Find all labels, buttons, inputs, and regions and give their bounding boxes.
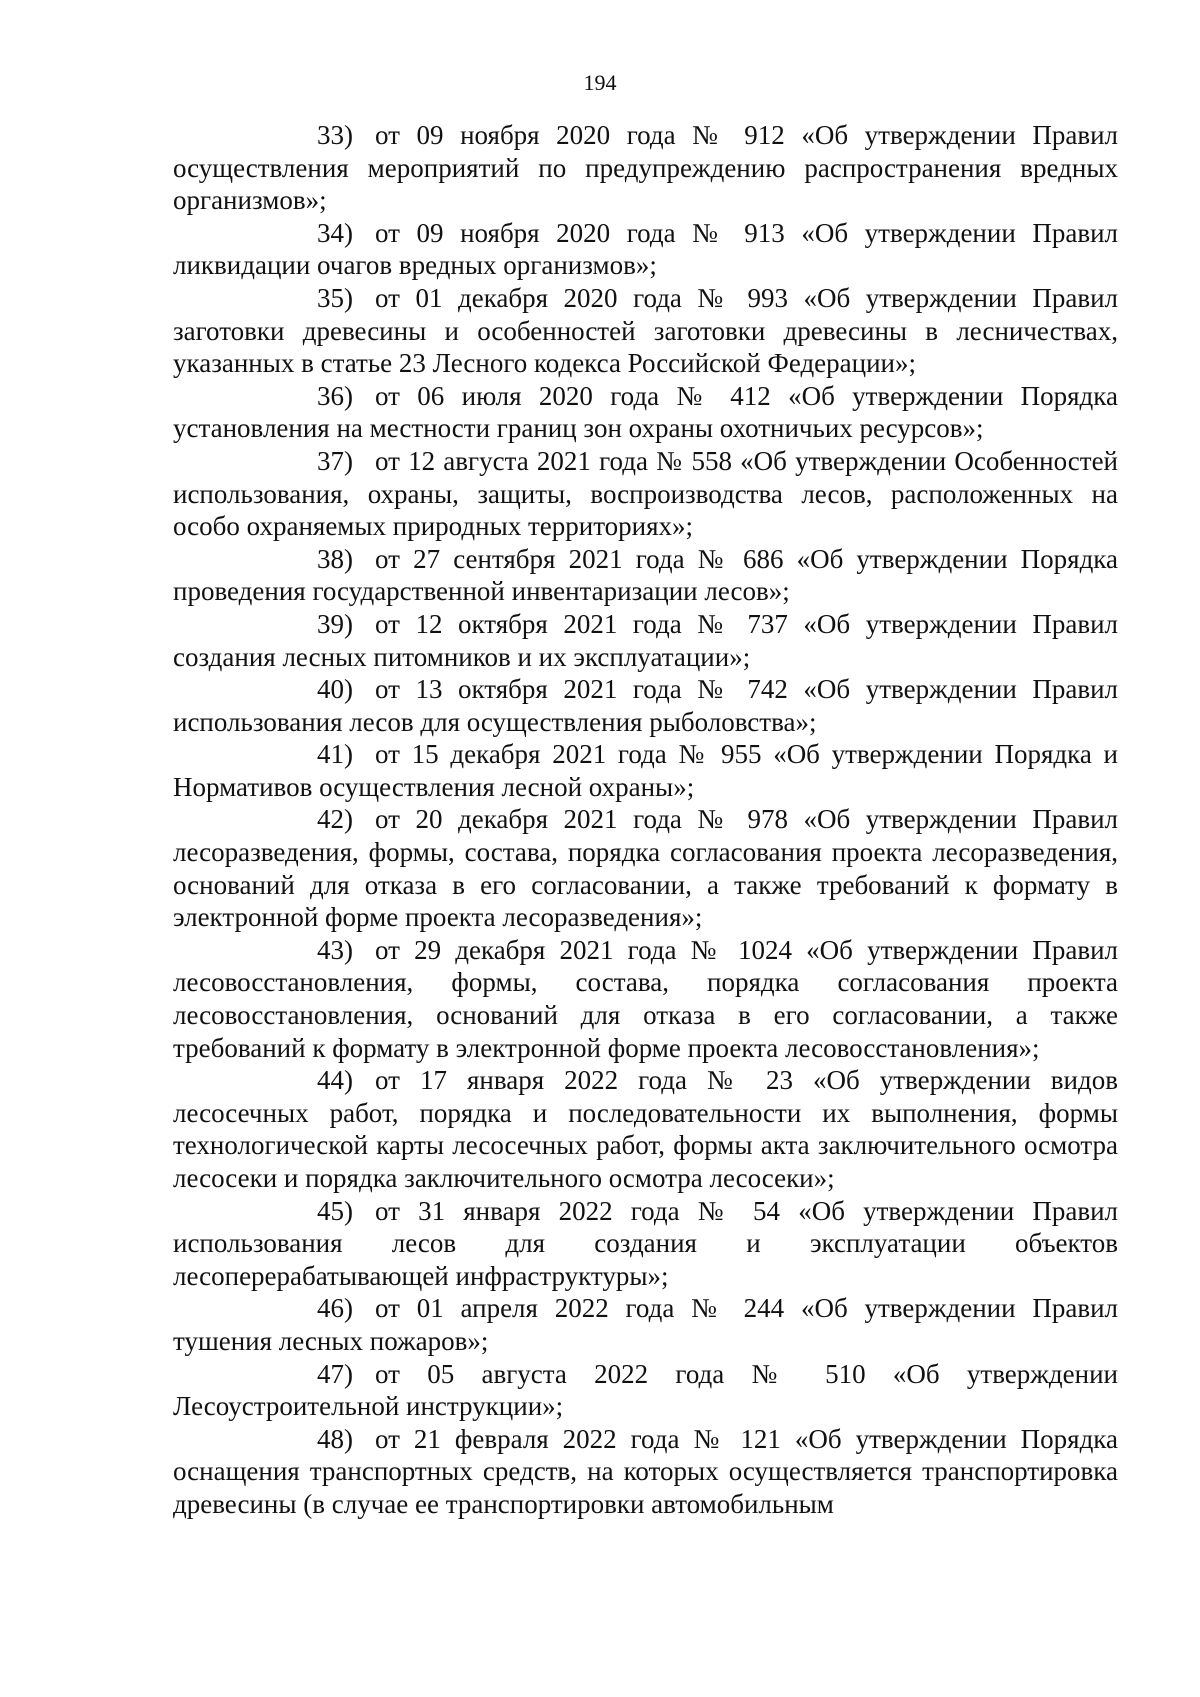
item-text: от 31 января 2022 года № 54 «Об утверждении Правил использования лесов для создания и эксплуатации объектов лесоперерабатывающей инфраструктуры»; (173, 1195, 1118, 1291)
item-text: от 09 ноября 2020 года № 913 «Об утверждении Правил ликвидации очагов вредных организмов»; (173, 217, 1118, 281)
list-item (173, 1423, 1118, 1521)
item-text: от 01 декабря 2020 года № 993 «Об утверждении Правил заготовки древесины и особенностей заготовки древесины в лесничествах, указанных в статье 23 Лесного кодекса Российской Федерации»; (173, 282, 1118, 379)
item-number: 47) (317, 1358, 353, 1389)
item-number: 44) (317, 1065, 353, 1096)
item-text: от 20 декабря 2021 года № 978 «Об утверждении Правил лесоразведения, формы, состава, порядка согласования проекта лесоразведения, оснований для отказа в его согласовании, а также требований к формату в электронной форме проекта лесоразведения»; (173, 804, 1118, 933)
item-number: 48) (317, 1423, 353, 1454)
list-item (173, 217, 1118, 282)
item-text: от 29 декабря 2021 года № 1024 «Об утверждении Правил лесовосстановления, формы, состава, порядка согласования проекта лесовосстановления, оснований для отказа в его согласовании, а также требований к формату в электронной форме проекта лесовосстановления»; (173, 934, 1118, 1063)
item-text: от 27 сентября 2021 года № 686 «Об утверждении Порядка проведения государственной инвентаризации лесов»; (173, 543, 1118, 607)
list-item (173, 445, 1118, 543)
item-number: 45) (317, 1195, 353, 1226)
item-number: 37) (317, 445, 353, 476)
document-body (173, 119, 1118, 1521)
list-item (173, 1064, 1118, 1194)
item-text: от 21 февраля 2022 года № 121 «Об утверждении Порядка оснащения транспортных средств, на которых осуществляется транспортировка древесины (в случае ее транспортировки автомобильным (173, 1423, 1118, 1519)
item-number: 43) (317, 934, 353, 965)
item-text: от 05 августа 2022 года № 510 «Об утверждении Лесоустроительной инструкции»; (173, 1358, 1118, 1422)
list-item (173, 673, 1118, 738)
list-item (173, 1195, 1118, 1293)
list-item (173, 119, 1118, 217)
item-text: от 06 июля 2020 года № 412 «Об утверждении Порядка установления на местности границ зон охраны охотничьих ресурсов»; (173, 380, 1118, 444)
list-item (173, 934, 1118, 1064)
list-item (173, 380, 1118, 445)
item-number: 41) (317, 739, 353, 770)
item-number: 40) (317, 674, 353, 705)
list-item (173, 282, 1118, 380)
item-number: 38) (317, 543, 353, 574)
item-text: от 17 января 2022 года № 23 «Об утверждении видов лесосечных работ, порядка и последовательности их выполнения, формы технологической карты лесосечных работ, формы акта заключительного осмотра лесосеки и порядка заключительного осмотра лесосеки»; (173, 1065, 1118, 1193)
list-item (173, 803, 1118, 933)
list-item (173, 1358, 1118, 1423)
list-item (173, 1292, 1118, 1357)
list-item (173, 608, 1118, 673)
list-item (173, 738, 1118, 803)
item-number: 34) (317, 217, 353, 248)
item-number: 42) (317, 804, 353, 835)
page-number: 194 (583, 70, 617, 95)
item-text: от 15 декабря 2021 года № 955 «Об утверждении Порядка и Нормативов осуществления лесной охраны»; (173, 739, 1118, 802)
item-text: от 12 августа 2021 года № 558 «Об утверждении Особенностей использования, охраны, защиты, воспроизводства лесов, расположенных на особо охраняемых природных территориях»; (173, 445, 1118, 542)
item-text: от 12 октября 2021 года № 737 «Об утверждении Правил создания лесных питомников и их эксплуатации»; (173, 608, 1118, 672)
item-number: 39) (317, 608, 353, 639)
item-text: от 01 апреля 2022 года № 244 «Об утверждении Правил тушения лесных пожаров»; (173, 1293, 1118, 1356)
item-text: от 09 ноября 2020 года № 912 «Об утверждении Правил осуществления мероприятий по предупреждению распространения вредных организмов»; (173, 120, 1118, 216)
list-item (173, 543, 1118, 608)
item-number: 33) (317, 120, 353, 150)
item-number: 35) (317, 282, 353, 313)
item-text: от 13 октября 2021 года № 742 «Об утверждении Правил использования лесов для осуществления рыболовства»; (173, 674, 1118, 737)
item-number: 36) (317, 380, 353, 411)
item-number: 46) (317, 1293, 353, 1324)
